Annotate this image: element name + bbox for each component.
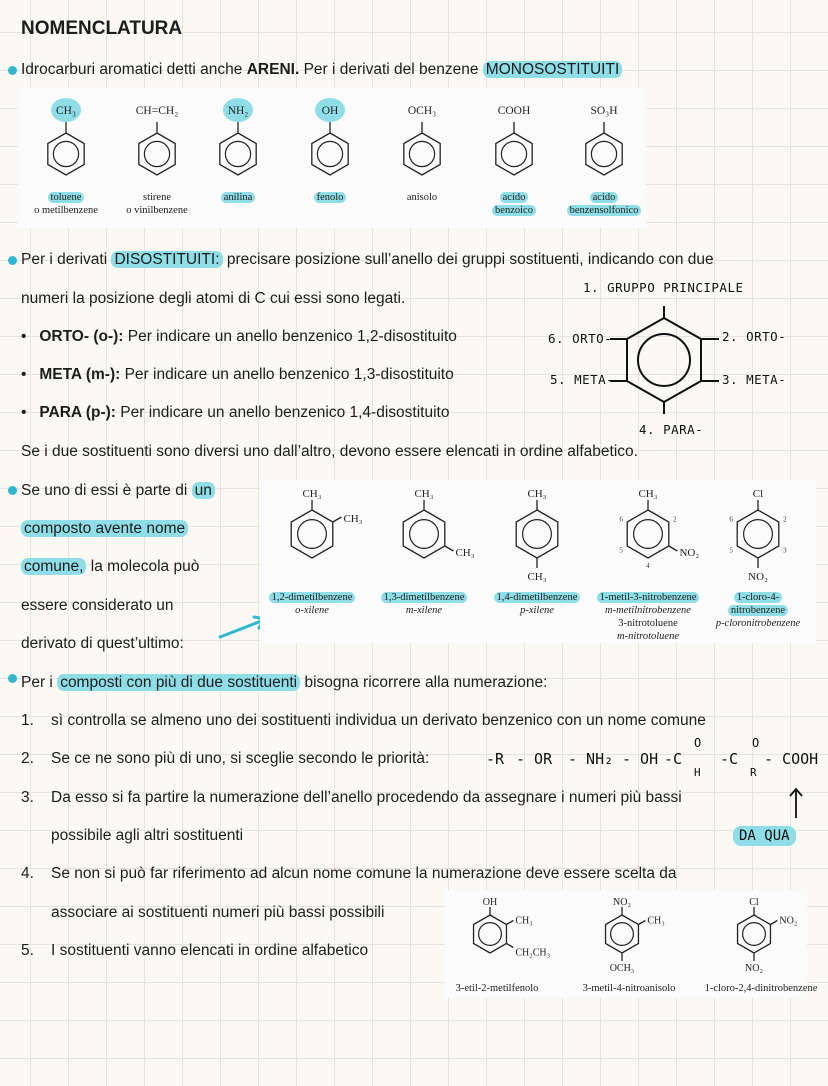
- priority-list: [484, 736, 824, 788]
- bullet-dot: [8, 674, 17, 683]
- step-3: 3. Da esso si fa partire la numerazione dell’anello procedendo da assegnare i numeri più bassi: [21, 789, 682, 806]
- aromatic-circle: [744, 520, 773, 549]
- diagram-bottom-label: 4. PARA-: [639, 422, 704, 437]
- disubstituted-molecule: [257, 485, 367, 595]
- name-line: anisolo: [406, 192, 438, 203]
- substituent-label: CH₃: [343, 513, 363, 525]
- name-line: p-xilene: [520, 605, 554, 616]
- ring-position-number: 5: [729, 546, 733, 555]
- s3-line1: Se uno di essi è parte di un: [21, 481, 215, 501]
- priority-aldehyde-o: O: [694, 736, 702, 750]
- name-line: benzoico: [492, 205, 536, 216]
- name-line: 1-metil-3-nitrobenzene: [597, 592, 700, 603]
- bond: [506, 944, 513, 948]
- molecule-name: [564, 982, 694, 995]
- name-line: 3-etil-2-metilfenolo: [455, 983, 539, 994]
- priority-aldehyde: -C: [664, 750, 683, 768]
- substituent-label: CH₃: [647, 915, 665, 927]
- bullet-dot: [8, 256, 17, 265]
- substituent-label: COOH: [497, 105, 531, 117]
- substituent-label: NO₂: [679, 547, 700, 559]
- bond: [445, 546, 454, 551]
- da-qua-note: DA QUA: [733, 826, 796, 846]
- monosubstituted-molecule: [26, 92, 106, 182]
- diagram-right-top: 2. ORTO-: [722, 329, 787, 344]
- substituent-label: NO₂: [613, 897, 631, 908]
- priority-oh: - OH: [622, 750, 659, 768]
- priority-r: -R: [486, 750, 505, 768]
- substituent-label: NH₂: [227, 105, 249, 117]
- up-arrow: [786, 786, 806, 822]
- aromatic-circle: [144, 141, 169, 166]
- s1-intro: Idrocarburi aromatici detti anche ARENI. Per i derivati del benzene MONOSOSTITUITI: [21, 60, 622, 80]
- ring-position-number: 2: [783, 515, 787, 524]
- aromatic-circle: [501, 141, 526, 166]
- substituent-label: CH₃: [527, 571, 547, 583]
- ring-position-number: 6: [619, 515, 623, 524]
- disubstituted-molecule: [593, 485, 703, 595]
- polysubstituted-molecule: [714, 892, 824, 982]
- name-line: p-cloronitrobenzene: [715, 618, 801, 629]
- molecule-name: [432, 982, 562, 995]
- aromatic-circle: [591, 141, 616, 166]
- bullet-dot: [8, 66, 17, 75]
- aromatic-circle: [523, 520, 552, 549]
- priority-ketone-r: R: [750, 766, 757, 779]
- molecule-name: [364, 591, 484, 617]
- monosubstituted-molecule: [117, 92, 197, 182]
- bond: [770, 921, 777, 925]
- name-line: 1-cloro-4-: [734, 592, 783, 603]
- name-line: toluene: [48, 192, 85, 203]
- name-line: acido: [590, 192, 619, 203]
- substituent-label: NO₂: [745, 963, 763, 974]
- monosubstituted-molecule: [290, 92, 370, 182]
- s2-line-end: Se i due sostituenti sono diversi uno dall’altro, devono essere elencati in ordine alfabetico.: [21, 443, 638, 460]
- name-line: 1,3-dimetilbenzene: [381, 592, 468, 603]
- aromatic-circle: [410, 520, 439, 549]
- step-3-cont: possibile agli altri sostituenti: [51, 827, 244, 844]
- s2-line2: numeri la posizione degli atomi di C cui essi sono legati.: [21, 290, 406, 307]
- substituent-label: NO₂: [779, 915, 798, 927]
- substituent-label: Cl: [749, 897, 759, 908]
- name-line: o metilbenzene: [34, 205, 98, 216]
- bond: [669, 546, 678, 551]
- aromatic-circle: [317, 141, 342, 166]
- molecule-name: [588, 591, 708, 643]
- name-line: fenolo: [314, 192, 347, 203]
- molecule-name: [549, 191, 659, 217]
- substituent-label: CH₃: [302, 488, 322, 500]
- bond: [333, 517, 342, 522]
- bullet-meta: • META (m-): Per indicare un anello benzenico 1,3-disostituito: [21, 366, 454, 383]
- bullet-dot: [8, 486, 17, 495]
- aromatic-circle: [409, 141, 434, 166]
- substituent-label: CH₃: [414, 488, 434, 500]
- name-line: 3-metil-4-nitroanisolo: [582, 983, 676, 994]
- priority-nh2: - NH₂: [568, 750, 614, 768]
- aromatic-circle: [479, 923, 502, 946]
- s2-line1: Per i derivati DISOSTITUITI: precisare posizione sull’anello dei gruppi sostituenti, indicando con due: [21, 251, 714, 268]
- name-line: m-metilnitrobenzene: [605, 605, 691, 616]
- step-2: 2. Se ce ne sono più di uno, si sceglie secondo le priorità:: [21, 750, 430, 767]
- step-1: 1. sì controlla se almeno uno dei sostituenti individua un derivato benzenico con un nome comune: [21, 712, 706, 729]
- substituent-label: OH: [482, 897, 498, 908]
- substituent-label: SO₃H: [590, 105, 618, 117]
- substituent-label: Cl: [752, 488, 764, 500]
- substituent-label: CH₂CH₃: [515, 947, 551, 959]
- page-title: NOMENCLATURA: [21, 18, 183, 39]
- substituent-label: CH₃: [455, 547, 475, 559]
- name-line: benzensolfonico: [567, 205, 642, 216]
- ring-position-number: 4: [646, 562, 650, 570]
- s3-line3: comune, la molecola può: [21, 557, 199, 577]
- diagram-right-bottom: 3. META-: [722, 372, 787, 387]
- name-line: nitrobenzene: [728, 605, 788, 616]
- s3-line5: derivato di quest’ultimo:: [21, 635, 184, 652]
- molecule-name: [698, 591, 818, 630]
- priority-aldehyde-h: H: [694, 766, 701, 779]
- name-line: o-xilene: [295, 605, 329, 616]
- step-5: 5. I sostituenti vanno elencati in ordine alfabetico: [21, 942, 369, 959]
- substituent-label: NO₂: [748, 571, 768, 583]
- name-line: o vinilbenzene: [126, 205, 188, 216]
- s3-line2: composto avente nome: [21, 519, 188, 539]
- diagram-top-label: 1. GRUPPO PRINCIPALE: [583, 280, 744, 295]
- priority-ketone-o: O: [752, 736, 760, 750]
- s3-line4: essere considerato un: [21, 597, 174, 614]
- diagram-left-top: 6. ORTO-: [548, 331, 613, 346]
- disubstituted-molecule: [482, 485, 592, 595]
- substituent-label: OCH₃: [407, 105, 437, 117]
- polysubstituted-molecule: [450, 892, 560, 982]
- aromatic-circle: [634, 520, 663, 549]
- step-4-cont: associare ai sostituenti numeri più bassi possibili: [51, 904, 385, 921]
- name-line: 1,2-dimetilbenzene: [269, 592, 356, 603]
- monosubstituted-molecule: [382, 92, 462, 182]
- priority-or: - OR: [516, 750, 553, 768]
- aromatic-circle: [743, 923, 766, 946]
- ring-position-number: 6: [729, 515, 733, 524]
- bullet-orto: • ORTO- (o-): Per indicare un anello benzenico 1,2-disostituito: [21, 328, 457, 345]
- molecule-name: [696, 982, 826, 995]
- substituent-label: OH: [321, 105, 339, 117]
- name-line: acido: [500, 192, 529, 203]
- aromatic-circle: [298, 520, 327, 549]
- step-4: 4. Se non si può far riferimento ad alcun nome comune la numerazione deve essere scelta da: [21, 865, 677, 882]
- bond: [506, 921, 513, 925]
- substituent-label: CH₃: [638, 488, 658, 500]
- disubstituted-molecule: [703, 485, 813, 595]
- priority-ketone: -C: [720, 750, 739, 768]
- molecule-name: [477, 591, 597, 617]
- benzene-position-diagram: [600, 298, 730, 426]
- ring-position-number: 2: [673, 515, 677, 524]
- polysubstituted-molecule: [582, 892, 692, 982]
- substituent-label: CH₃: [515, 915, 533, 927]
- name-line: 1,4-dimetilbenzene: [494, 592, 581, 603]
- name-line: m-xilene: [405, 605, 443, 616]
- disubstituted-molecule: [369, 485, 479, 595]
- substituent-label: OCH₃: [609, 963, 635, 974]
- bond: [638, 921, 645, 925]
- monosubstituted-molecule: [198, 92, 278, 182]
- diagram-left-bottom: 5. META-: [550, 372, 615, 387]
- bullet-para: • PARA (p-): Per indicare un anello benzenico 1,4-disostituito: [21, 404, 450, 421]
- substituent-label: CH=CH₂: [135, 105, 179, 117]
- monosubstituted-molecule: [564, 92, 644, 182]
- ring-position-number: 3: [783, 546, 787, 555]
- aromatic-circle: [611, 923, 634, 946]
- ring-position-number: 5: [619, 546, 623, 555]
- priority-cooh: - COOH: [764, 750, 819, 768]
- substituent-label: CH₃: [527, 488, 547, 500]
- aromatic-circle: [225, 141, 250, 166]
- name-line: 1-cloro-2,4-dinitrobenzene: [704, 983, 818, 994]
- s4-line1: Per i composti con più di due sostituenti bisogna ricorrere alla numerazione:: [21, 674, 548, 691]
- monosubstituted-molecule: [474, 92, 554, 182]
- aromatic-circle: [53, 141, 78, 166]
- substituent-label: CH₃: [56, 105, 76, 117]
- name-line: stirene: [143, 192, 171, 203]
- name-line: 3-nitrotoluene: [618, 618, 678, 629]
- name-line: anilina: [221, 192, 256, 203]
- molecule-name: [252, 591, 372, 617]
- name-line: m-nitrotoluene: [616, 631, 679, 642]
